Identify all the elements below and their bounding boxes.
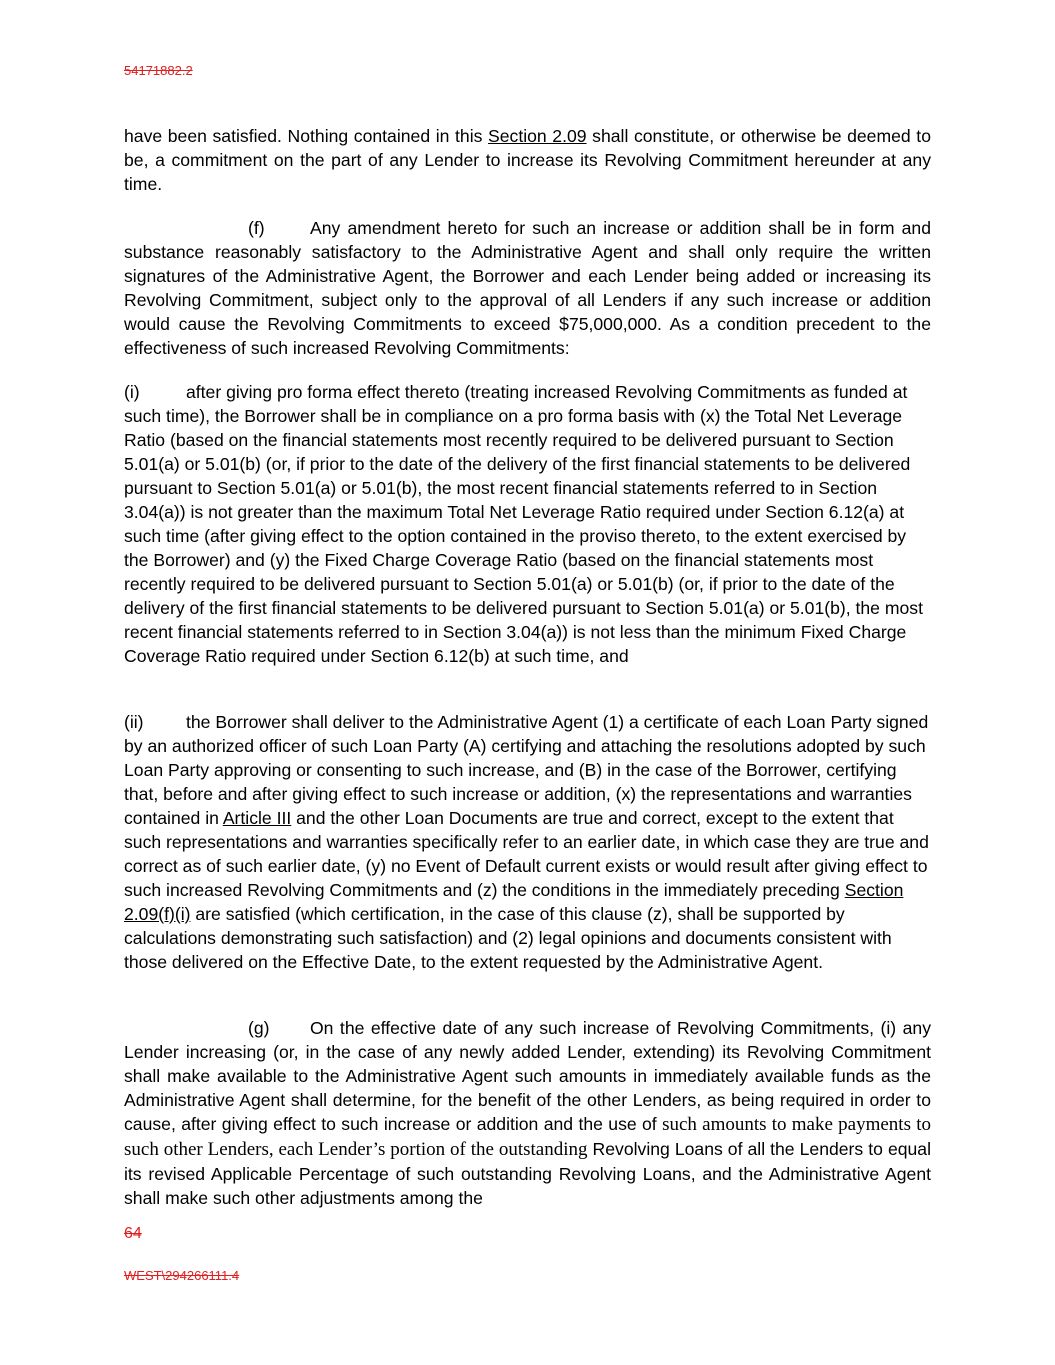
page-number: 64 [124,1225,142,1242]
paragraph-text: and the other Loan Documents are true and correct, except to the extent that such representations and warranties specifically refer to an earlier date, in which case they are true and correct as of such earlier date, (y) no Event of Default current exists or would result after giving effect to such increased Revolving Commitments and (z) the conditions in the immediately preceding [124,808,929,900]
paragraph-i [124,380,931,668]
clause-enumerator: (ii) [124,712,144,732]
header-doc-id: 54171882.2 [124,63,193,78]
paragraph-text: Revolving Loans of all the Lenders to equal its revised Applicable Percentage of such outstanding Revolving Loans, and the Administrative Agent shall make such other adjustments among the [124,1139,931,1208]
paragraph-text-serif: such amounts to make payments to such other Lenders, each Lender’s portion of the outstanding [124,1114,931,1160]
paragraph-text: shall constitute, or otherwise be deemed to be, a commitment on the part of any Lender to increase its Revolving Commitment hereunder at any time. [124,126,931,194]
paragraph-f [124,216,931,360]
section-2-09-f-i-reference: Section 2.09(f)(i) [124,880,904,924]
paragraph-text: the Borrower shall deliver to the Administrative Agent (1) a certificate of each Loan Party signed by an authorized officer of such Loan Party (A) certifying and attaching the resolutions adopted by such Loan Party approving or consenting to such increase, and (B) in the case of the Borrower, certifying that, before and after giving effect to such increase or addition, (x) the representations and warranties contained in [124,712,929,828]
clause-enumerator: (i) [124,382,140,402]
clause-enumerator: (g) [248,1018,270,1038]
paragraph-ii [124,710,931,974]
article-iii-reference: Article III [222,808,292,828]
paragraph-text: are satisfied (which certification, in the case of this clause (z), shall be supported by calculations demonstrating such satisfaction) and (2) legal opinions and documents consistent with those delivered on the Effective Date, to the extent requested by the Administrative Agent. [124,904,892,972]
paragraph-section-2-09-tail [124,124,931,196]
paragraph-text: after giving pro forma effect thereto (treating increased Revolving Commitments as funded at such time), the Borrower shall be in compliance on a pro forma basis with (x) the Total Net Leverage Ratio (based on the financial statements most recently required to be delivered pursuant to Section 5.01(a) or 5.01(b) (or, if prior to the date of the delivery of the first financial statements to be delivered pursuant to Section 5.01(a) or 5.01(b), the most recent financial statements referred to in Section 3.04(a)) is not greater than the maximum Total Net Leverage Ratio required under Section 6.12(a) at such time (after giving effect to the option contained in the proviso thereto, to the extent exercised by the Borrower) and (y) the Fixed Charge Coverage Ratio (based on the financial statements most recently required to be delivered pursuant to Section 5.01(a) or 5.01(b) (or, if prior to the date of the delivery of the first financial statements to be delivered pursuant to Section 5.01(a) or 5.01(b), the most recent financial statements referred to in Section 3.04(a)) is not less than the minimum Fixed Charge Coverage Ratio required under Section 6.12(b) at such time, and [124,382,923,666]
paragraph-g [124,1016,931,1210]
paragraph-text: have been satisfied. Nothing contained in this [124,126,489,146]
paragraph-text: On the effective date of any such increase of Revolving Commitments, (i) any Lender increasing (or, in the case of any newly added Lender, extending) its Revolving Commitment shall make available to the Administrative Agent such amounts in immediately available funds as the Administrative Agent shall determine, for the benefit of the other Lenders, as being required in order to cause, after giving effect to such increase or addition and the use of [124,1018,931,1134]
footer-doc-id: WEST\294266111.4 [124,1268,240,1283]
paragraph-text: Any amendment hereto for such an increase or addition shall be in form and substance reasonably satisfactory to the Administrative Agent and shall only require the written signatures of the Administrative Agent, the Borrower and each Lender being added or increasing its Revolving Commitment, subject only to the approval of all Lenders if any such increase or addition would cause the Revolving Commitments to exceed $75,000,000. As a condition precedent to the effectiveness of such increased Revolving Commitments: [124,218,931,358]
section-2-09-reference: Section 2.09 [488,126,587,146]
clause-enumerator: (f) [248,218,265,238]
